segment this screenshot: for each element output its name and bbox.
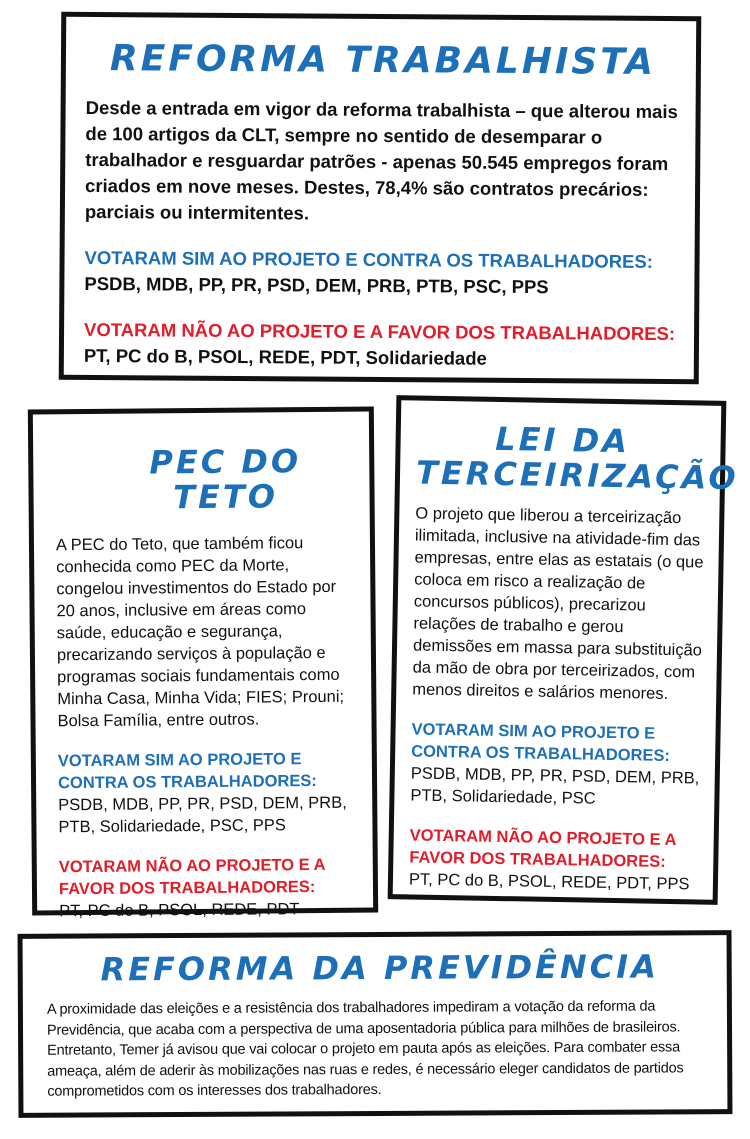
- reforma-previdencia-title: REFORMA DA PREVIDÊNCIA: [100, 947, 660, 989]
- lei-terceirizacao-body: O projeto que liberou a terceirização ilimitada, inclusive na atividade-fim das empresas, entre elas as estatais (o que coloca em risco a realização de concursos públicos), precarizou relações de trabalho e gerou demissões em massa para substituição da mão de obra por terceirizados, com menos direitos e salários menores.: [412, 504, 704, 704]
- lei-terceirizacao-box: [388, 395, 739, 905]
- pec-do-teto-title: PEC DO TETO: [149, 442, 302, 517]
- pec-do-teto-yes-heading: VOTARAM SIM AO PROJETO E CONTRA OS TRABALHADORES:: [57, 750, 317, 793]
- pec-do-teto-no-heading: VOTARAM NÃO AO PROJETO E A FAVOR DOS TRABALHADORES:: [58, 856, 326, 899]
- reforma-trabalhista-yes-list: PSDB, MDB, PP, PR, PSD, DEM, PRB, PTB, PSC, PPS: [84, 272, 549, 297]
- lei-terceirizacao-yes-heading: VOTARAM SIM AO PROJETO E CONTRA OS TRABALHADORES:: [411, 720, 671, 766]
- reforma-trabalhista-box: [59, 12, 702, 384]
- lei-terceirizacao-no-list: PT, PC do B, PSOL, REDE, PDT, PPS: [408, 870, 690, 894]
- reforma-trabalhista-no-list: PT, PC do B, PSOL, REDE, PDT, Solidariedade: [83, 344, 487, 369]
- pec-do-teto-body: A PEC do Teto, que também ficou conhecida como PEC da Morte, congelou investimentos do Estado por 20 anos, inclusive em áreas como saúde, educação e segurança, precarizando serviços à população e programas sociais fundamentais como Minha Casa, Minha Vida; FIES; Prouni; Bolsa Família, entre outros.: [55, 534, 345, 731]
- reforma-previdencia-box: [18, 930, 733, 1118]
- reforma-trabalhista-title: REFORMA TRABALHISTA: [109, 38, 657, 83]
- pec-do-teto-no-list: PT, PC do B, PSOL, REDE, PDT: [59, 900, 300, 921]
- pec-do-teto-yes-list: PSDB, MDB, PP, PR, PSD, DEM, PRB, PTB, Solidariedade, PSC, PPS: [58, 794, 347, 837]
- reforma-trabalhista-no-heading: VOTARAM NÃO AO PROJETO E A FAVOR DOS TRABALHADORES:: [84, 318, 676, 344]
- pec-do-teto-box: [28, 406, 378, 921]
- reforma-trabalhista-yes-heading: VOTARAM SIM AO PROJETO E CONTRA OS TRABALHADORES:: [84, 246, 654, 272]
- lei-terceirizacao-no-heading: VOTARAM NÃO AO PROJETO E A FAVOR DOS TRABALHADORES:: [409, 826, 677, 872]
- lei-terceirizacao-yes-list: PSDB, MDB, PP, PR, PSD, DEM, PRB, PTB, Solidariedade, PSC: [410, 764, 700, 809]
- reforma-previdencia-body: A proximidade das eleições e a resistência dos trabalhadores impediram a votação da reforma da Previdência, que acaba com a perspectiva de uma aposentadoria pública para milhões de brasileiros. Entretanto, Temer já avisou que vai colocar o projeto em pauta após as eleições. Para combater essa ameaça, além de aderir às mobilizações nas ruas e redes, é necessário eleger candidatos de partidos comprometidos com os interesses dos trabalhadores.: [46, 998, 684, 1100]
- reforma-trabalhista-body: Desde a entrada em vigor da reforma trabalhista – que alterou mais de 100 artigos da CLT, sempre no sentido de desemparar o trabalhador e resguardar patrões - apenas 50.545 empregos foram criados em nove meses. Destes, 78,4% são contratos precários: parciais ou intermitentes.: [84, 96, 678, 224]
- lei-terceirizacao-title: LEI DA TERCEIRIZAÇÃO: [415, 419, 739, 498]
